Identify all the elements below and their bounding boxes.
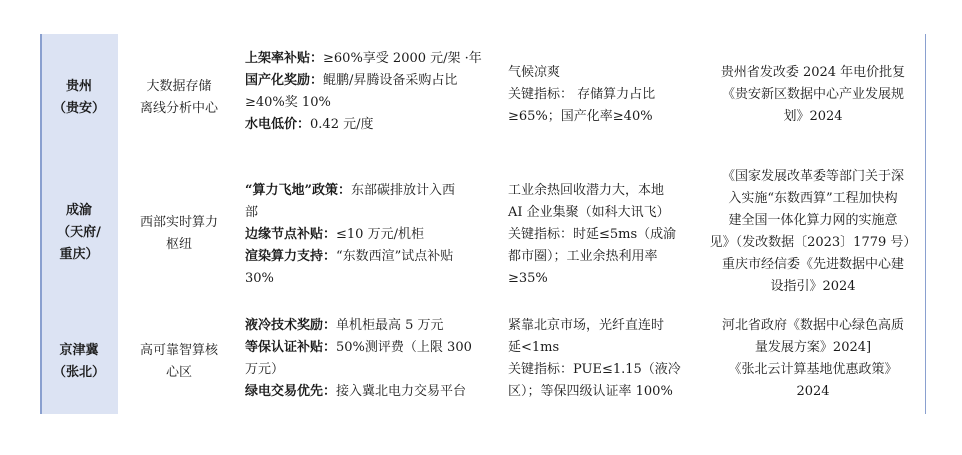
region-cell: 成渝 （天府/ 重庆） bbox=[57, 203, 101, 262]
source-cell: 贵州省发改委 2024 年电价批复 《贵安新区数据中心产业发展规 划》2024 bbox=[720, 65, 906, 124]
positioning-cell: 西部实时算力 枢纽 bbox=[139, 215, 218, 252]
region-cell: 京津冀 （张北） bbox=[52, 343, 105, 380]
policy-cell: “算力飞地”政策：东部碳排放计入西 部 边缘节点补贴：≤10 万元/机柜 渲染算力支持：“东数西渲”试点补贴 30% bbox=[245, 183, 455, 286]
advantage-cell: 工业余热回收潜力大，本地 AI 企业集聚（如科大讯飞） 关键指标：时延≤5ms（成渝 都市圈）；工业余热利用率 ≥35% bbox=[508, 183, 677, 286]
table-right-border bbox=[925, 34, 927, 414]
advantage-cell: 紧靠北京市场，光纤直连时 延<1ms 关键指标：PUE≤1.15（液冷 区）；等保四级认证率 100% bbox=[508, 318, 681, 399]
policy-cell: 上架率补贴：≥60%享受 2000 元/架 ·年 国产化奖励：鲲鹏/昇腾设备采购占比 ≥40%奖 10% 水电低价：0.42 元/度 bbox=[245, 51, 482, 132]
source-cell: 河北省政府《数据中心绿色高质 量发展方案》2024] 《张北云计算基地优惠政策》 2024 bbox=[721, 318, 904, 399]
region-cell: 贵州 （贵安） bbox=[52, 79, 105, 116]
policy-table bbox=[40, 34, 926, 414]
policy-cell: 液冷技术奖励：单机柜最高 5 万元 等保认证补贴：50%测评费（上限 300 万元） 绿电交易优先：接入冀北电力交易平台 bbox=[245, 318, 472, 399]
positioning-cell: 大数据存储 离线分析中心 bbox=[139, 79, 218, 116]
positioning-cell: 高可靠智算核 心区 bbox=[139, 343, 218, 380]
source-cell: 《国家发展改革委等部门关于深 入实施“东数西算”工程加快构 建全国一体化算力网的实施意 见》（发改数据〔2023〕1779 号） 重庆市经信委《先进数据中心建 设指引》2024 bbox=[709, 169, 917, 294]
advantage-cell: 气候凉爽 关键指标： 存储算力占比 ≥65%；国产化率≥40% bbox=[508, 65, 656, 124]
